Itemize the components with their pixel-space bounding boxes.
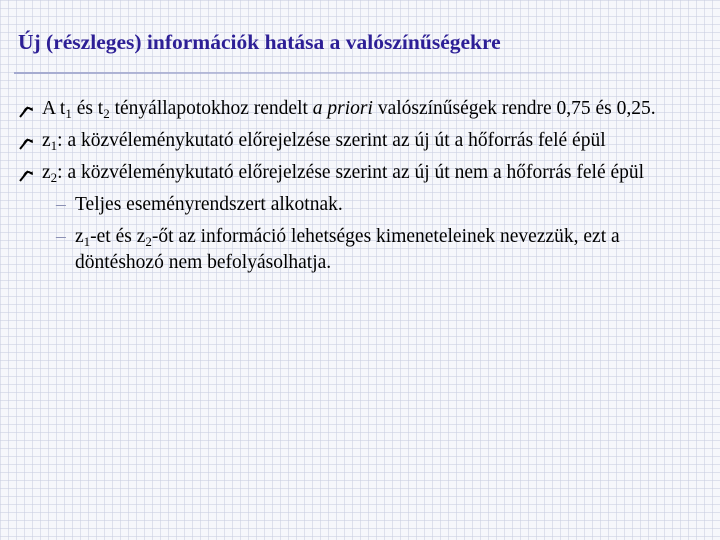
subbullet-complete-event-system (0, 192, 720, 218)
bullet-text: $z_2$: a közvéleménykutató előrejelzése szerint az új út nem a hőforrás felé épül (42, 162, 645, 185)
arrow-bullet-icon (18, 165, 36, 183)
subbullet-information-outcomes (0, 224, 720, 276)
slide-content (0, 96, 720, 276)
subbullet-text: $z_1-et$ és $z_2-őt$ az információ lehetséges kimeneteleinek nevezzük, ezt a döntéshozó nem befolyásolhatja. (75, 226, 620, 273)
title-divider (14, 72, 704, 74)
bullet-z2-definition (0, 160, 720, 186)
dash-bullet-icon: – (56, 194, 66, 215)
dash-bullet-icon: – (56, 226, 66, 247)
bullet-text: $z_1$: a közvéleménykutató előrejelzése szerint az új út a hőforrás felé épül (42, 130, 606, 153)
bullet-z1-definition (0, 128, 720, 154)
bullet-prior-probabilities (0, 96, 720, 122)
subbullet-text: Teljes eseményrendszert alkotnak. (75, 194, 343, 215)
arrow-bullet-icon (18, 133, 36, 151)
bullet-text: A $t_1$ és $t_2$ tényállapotokhoz rendelt a priori valószínűségek rendre 0,75 és 0,25. (42, 98, 656, 121)
arrow-bullet-icon (18, 101, 36, 119)
slide-title: Új (részleges) információk hatása a valószínűségekre (18, 30, 501, 54)
